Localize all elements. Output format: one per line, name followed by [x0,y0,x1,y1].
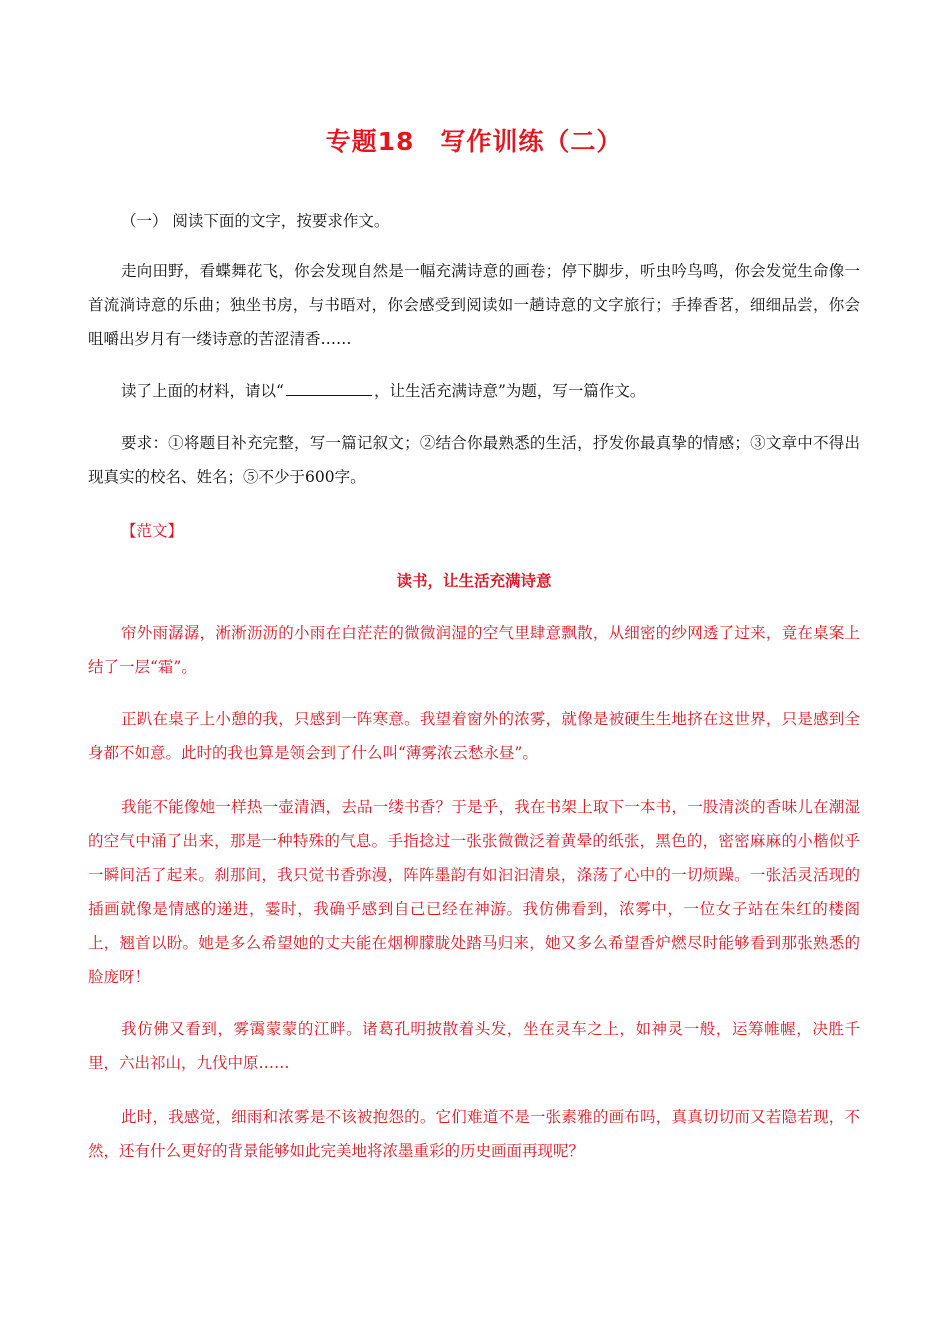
essay-title: 读书，让生活充满诗意 [396,572,552,590]
essay-paragraph: 此时，我感觉，细雨和浓雾是不该被抱怨的。它们难道不是一张素雅的画布吗，真真切切而又若隐若现，不然，还有什么更好的背景能够如此完美地将浓墨重彩的历史画面再现呢？ [88,1108,860,1160]
sample-label: 【范文】 [121,522,184,540]
page-title: 专题18 写作训练（二） [325,127,623,156]
requirements-paragraph: 要求：①将题目补充完整，写一篇记叙文；②结合你最熟悉的生活，抒发你最真挚的情感；③文章中不得出现真实的校名、姓名；⑤不少于600字。 [88,434,860,486]
essay-paragraph: 正趴在桌子上小憩的我，只感到一阵寒意。我望着窗外的浓雾，就像是被硬生生地挤在这世界，只是感到全身都不如意。此时的我也算是领会到了什么叫“薄雾浓云愁永昼”。 [88,710,860,762]
essay-paragraph: 我仿佛又看到，雾霭蒙蒙的江畔。诸葛孔明披散着头发，坐在灵车之上，如神灵一般，运筹帷幄，决胜千里，六出祁山，九伐中原…… [88,1020,860,1072]
prompt-before: 读了上面的材料，请以“ [121,382,284,400]
prompt-after: ，让生活充满诗意”为题，写一篇作文。 [373,382,646,400]
essay-paragraph: 帘外雨潺潺，淅淅沥沥的小雨在白茫茫的微微润湿的空气里肆意飘散，从细密的纱网透了过来，竟在桌案上结了一层“霜”。 [88,624,860,676]
writing-prompt [88,374,860,408]
essay-paragraph: 我能不能像她一样热一壶清酒，去品一缕书香？于是乎，我在书架上取下一本书，一股清淡的香味儿在潮湿的空气中涌了出来，那是一种特殊的气息。手指捻过一张张微微泛着黄晕的纸张，黑色的，密密麻麻的小楷似乎一瞬间活了起来。刹那间，我只觉书香弥漫，阵阵墨韵有如汩汩清泉，涤荡了心中的一切烦躁。一张活灵活现的插画就像是情感的递进，霎时，我确乎感到自己已经在神游。我仿佛看到，浓雾中，一位女子站在朱红的楼阁上，翘首以盼。她是多么希望她的丈夫能在烟柳朦胧处踏马归来，她又多么希望香炉燃尽时能够看到那张熟悉的脸庞呀！ [88,798,860,986]
material-paragraph: 走向田野，看蝶舞花飞，你会发现自然是一幅充满诗意的画卷；停下脚步，听虫吟鸟鸣，你会发觉生命像一首流淌诗意的乐曲；独坐书房，与书晤对，你会感受到阅读如一趟诗意的文字旅行；手捧香茗，细细品尝，你会咀嚼出岁月有一缕诗意的苦涩清香…… [88,262,860,348]
section-heading: （一） 阅读下面的文字，按要求作文。 [121,212,390,230]
title-blank [286,381,372,396]
